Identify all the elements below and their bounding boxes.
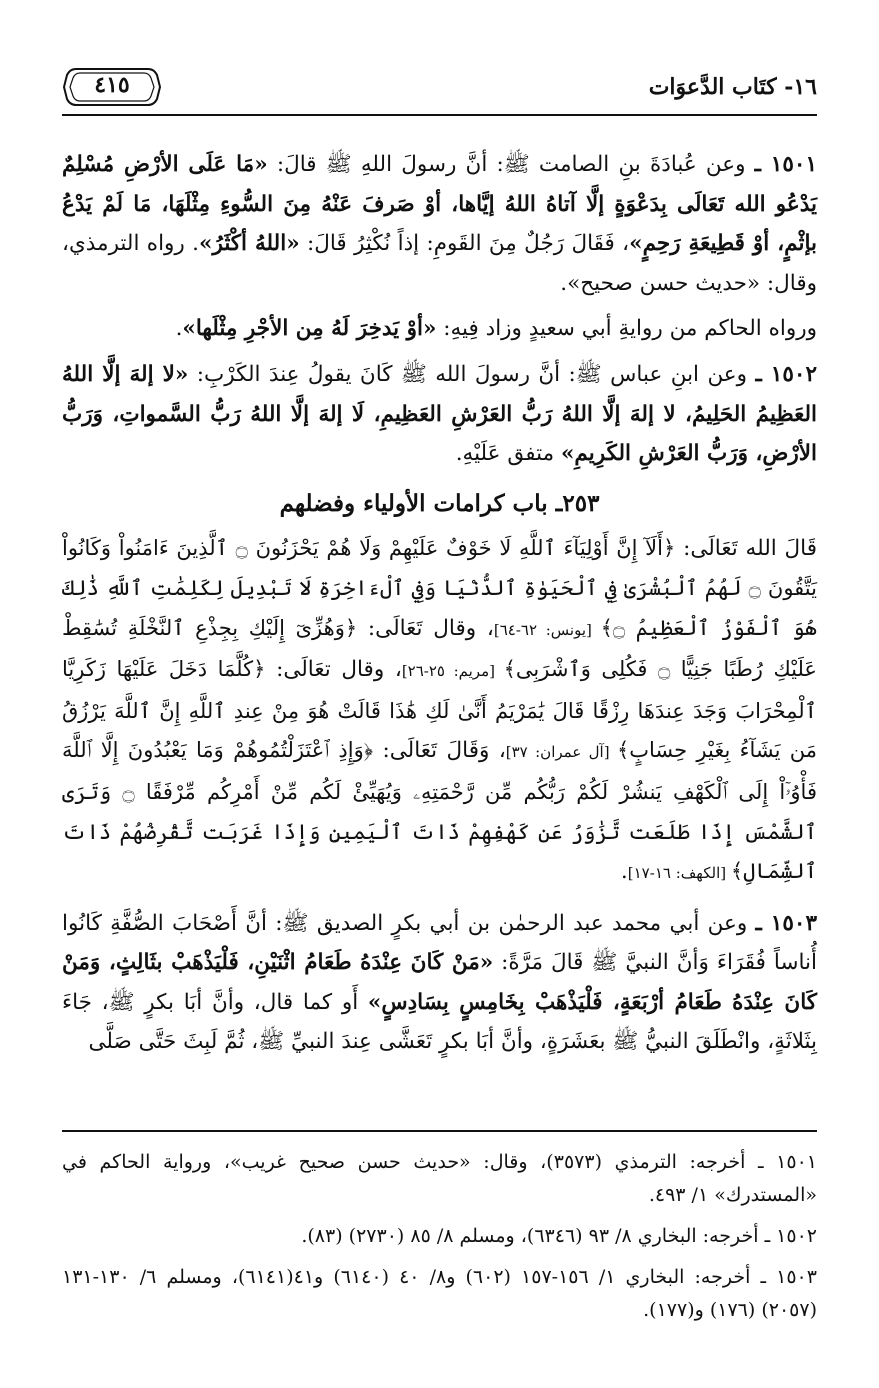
footnote-1501: ١٥٠١ ـ أخرجه: الترمذي (٣٥٧٣)، وقال: «حديث حسن صحيح غريب»، ورواية الحاكم في «المستدرك» ١/ ٤٩٣. bbox=[62, 1151, 817, 1206]
page-number-frame bbox=[62, 66, 162, 108]
hadith-number: ١٥٠٣ ـ bbox=[755, 910, 817, 936]
hadith-number: ١٥٠٢ ـ bbox=[755, 361, 817, 387]
hadith-1501 bbox=[62, 145, 817, 303]
quran-verse: ﴿كُلَّمَا دَخَلَ عَلَيْهَا زَكَرِيَّا ٱلْمِحْرَابَ وَجَدَ عِندَهَا رِزْقًا قَالَ يَٰمَرْيَمُ أَنَّىٰ لَكِ هَٰذَا قَالَتْ هُوَ مِنْ عِندِ ٱللَّهِ إِنَّ ٱللَّهَ يَرْزُقُ مَن يَشَآءُ بِغَيْرِ حِسَابٍ﴾ bbox=[62, 657, 817, 763]
hadith-quote-2: «اللهُ أكْثَرُ» bbox=[199, 231, 300, 257]
hadith-1501-addition bbox=[62, 309, 817, 349]
footnotes bbox=[62, 1146, 817, 1335]
quran-verse: ﴿وَهُزِّىٓ إِلَيْكِ بِجِذْعِ ٱلنَّخْلَةِ تُسَٰقِطْ عَلَيْكِ رُطَبًا جَنِيًّا ۝ فَكُلِى وَٱشْرَبِى﴾ bbox=[62, 615, 817, 682]
quran-verse: ﴿أَلَآ إِنَّ أَوْلِيَآءَ ٱللَّهِ لَا خَوْفٌ عَلَيْهِمْ وَلَا هُمْ يَحْزَنُونَ ۝ ٱلَّذِينَ ءَامَنُواْ وَكَانُواْ يَتَّقُونَ ۝ لَهُمُ ٱلْبُشْرَىٰ فِي ٱلْحَيَوٰةِ ٱلدُّنْيَا وَفِي ٱلْءَاخِرَةِ لَا تَبْدِيلَ لِكَلِمَٰتِ ٱللَّهِ ذَٰلِكَ هُوَ ٱلْفَوْزُ ٱلْعَظِيمُ ۝﴾ bbox=[62, 536, 817, 640]
page-header bbox=[62, 62, 817, 112]
verse-reference: [يونس: ٦٢-٦٤] bbox=[493, 620, 601, 639]
hadith-ending: أَو كما قال، وأنَّ أبَا بكرٍ ﷺ، جَاءَ بِثَلاثَةٍ، وانْطَلَقَ النبيُّ ﷺ بعَشَرَةٍ، وأنَّ أبَا بكرٍ تَعَشَّى عِندَ النبيِّ ﷺ، ثُمَّ لَبِثَ حَتَّى صَلَّى bbox=[62, 989, 817, 1055]
hadith-intro: وعن ابنِ عباس ﷺ: أنَّ رسولَ الله ﷺ كَانَ يقولُ عِندَ الكَرْبِ: bbox=[188, 361, 756, 387]
passage-intro: ، وقال تَعَالَى: bbox=[357, 615, 494, 641]
quran-verse: ﴿وَإِذِ ٱعْتَزَلْتُمُوهُمْ وَمَا يَعْبُدُونَ إِلَّا ٱللَّهَ فَأْوُۥٓاْ إِلَى ٱلْكَهْفِ يَنشُرْ لَكُمْ رَبُّكُم مِّن رَّحْمَتِهِۦ وَيُهَيِّئْ لَكُم مِّنْ أَمْرِكُم مِّرْفَقًا ۝ وَتَرَى ٱلشَّمْسَ إِذَا طَلَعَت تَّزَٰوَرُ عَن كَهْفِهِمْ ذَاتَ ٱلْيَمِينِ وَإِذَا غَرَبَت تَّقْرِضُهُمْ ذَاتَ ٱلشِّمَالِ﴾ bbox=[62, 738, 817, 884]
passage-end: . bbox=[620, 859, 628, 885]
hadith-quote: «مَنْ كَانَ عِنْدَهُ طَعَامُ اثْنَيْنِ، فَلْيَذْهَبْ بثَالِثٍ، وَمَنْ كَانَ عِنْدَهُ طَعَامُ أرْبَعَةٍ، فَلْيَذْهَبْ بِخَامِسٍ بِسَادِسٍ» bbox=[62, 950, 817, 1015]
addition-end: . bbox=[175, 316, 183, 342]
passage-intro: قَالَ الله تَعَالَى: bbox=[675, 536, 817, 562]
addition-quote: «أوْ يَدخِرَ لَهُ مِن الأجْرِ مِثْلَها» bbox=[182, 316, 437, 342]
footnote-1503: ١٥٠٣ ـ أخرجه: البخاري ١/ ١٥٦-١٥٧ (٦٠٢) و٨/ ٤٠ (٦١٤٠) و٤١(٦١٤١)، ومسلم ٦/ ١٣٠-١٣١ (٢٠٥٧) (١٧٦) و(١٧٧). bbox=[62, 1266, 817, 1321]
hadith-intro: وعن أبي محمد عبد الرحمٰن بن أبي بكرٍ الصديق ﷺ: أنَّ أَصْحَابَ الصُّفَّةِ كَانُوا أُناساً فُقَرَاءَ وَأنَّ النبيَّ ﷺ قَالَ مَرَّةً: bbox=[62, 910, 818, 976]
section-heading: ٢٥٣ـ باب كرامات الأولياء وفضلهم bbox=[279, 489, 600, 517]
chapter-title: ١٦- كتَاب الدَّعوَات bbox=[648, 74, 817, 100]
passage-intro: ، وقال تعَالَى: bbox=[265, 657, 402, 683]
hadith-1502 bbox=[62, 355, 817, 474]
passage-intro: ، وَقَالَ تَعَالَى: bbox=[373, 738, 506, 764]
hadith-quote: «مَا عَلَى الأرْضِ مُسْلِمٌ يَدْعُو الله تَعَالَى بِدَعْوَةٍ إلَّا آتاهُ اللهُ إيَّاها، أوْ صَرفَ عَنْهُ مِنَ السُّوءِ مِثْلَهَا، مَا لَمْ يَدْعُ بإثْمٍ، أوْ قَطِيعَةِ رَحِمٍ» bbox=[62, 152, 818, 257]
footnote-divider bbox=[62, 1130, 817, 1132]
hadith-ending: . رواه الترمذي، وقال: «حديث حسن صحيح». bbox=[62, 231, 817, 296]
hadith-number: ١٥٠١ ـ bbox=[754, 152, 817, 177]
verse-reference: [الكهف: ١٦-١٧] bbox=[627, 864, 731, 883]
hadith-intro: وعن عُبادَةَ بنِ الصامت ﷺ: أنَّ رسولَ اللهِ ﷺ قالَ: bbox=[267, 152, 755, 177]
header-divider bbox=[62, 114, 817, 116]
main-text bbox=[62, 145, 817, 1072]
hadith-quote: «لا إلهَ إلَّا اللهُ العَظِيمُ الحَلِيمُ، لا إلهَ إلَّا اللهُ رَبُّ العَرْشِ العَظِيمِ، لَا إلهَ إلَّا اللهُ رَبُّ السَّمواتِ، وَرَبُّ الأرْضِ، وَرَبُّ العَرْشِ الكَرِيمِ» bbox=[62, 361, 817, 467]
footnote-1502: ١٥٠٢ ـ أخرجه: البخاري ٨/ ٩٣ (٦٣٤٦)، ومسلم ٨/ ٨٥ (٢٧٣٠) (٨٣). bbox=[301, 1225, 817, 1247]
hadith-1503 bbox=[62, 904, 817, 1062]
hadith-ending: متفق عَلَيْهِ. bbox=[455, 441, 561, 467]
verse-reference: [مريم: ٢٥-٢٦] bbox=[401, 662, 504, 681]
verse-reference: [آل عمران: ٣٧] bbox=[505, 743, 617, 762]
addition-intro: ورواه الحاكم من روايةِ أبي سعيدٍ وزاد فِيهِ: bbox=[436, 316, 817, 342]
page-number: ٤١٥ bbox=[94, 72, 130, 98]
hadith-middle: ، فَقَالَ رَجُلٌ مِنَ القَومِ: إذاً نُكْثِرُ قَالَ: bbox=[299, 231, 630, 257]
quran-passage bbox=[62, 529, 817, 893]
